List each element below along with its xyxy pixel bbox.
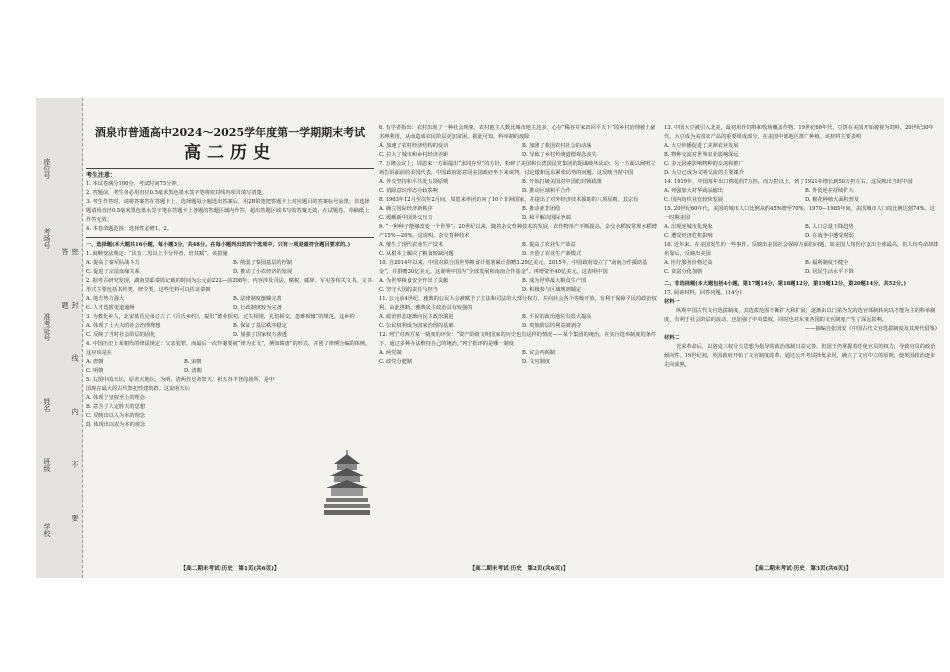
question-text: 14. 1919年，中国每年出口棉花约7万担，而万担以上，到了1921年增长到50万担左右。这反映出当时中国 (664, 179, 913, 185)
binding-label: 考场号 (43, 228, 51, 249)
question-17: 17. 阅读材料，回答问题。(14分) (664, 290, 742, 296)
material-heading: 材料二 (664, 335, 680, 341)
question-text: 2. 据考古研究发现，湖南里耶秦简记载的时间为公元前222—前208年，内容涉及司法、赋税、邮驿、军屯等相关文书。文书形式主要包括书传类、律令类。这些史料可以佐证秦朝 (86, 278, 372, 293)
question-text: 7. 万隆会议上，周恩来一方面提出“求同存异”的方针，粉碎了美国和台湾国民党集团的阴谋破坏活动；另一方面以阐明立场告诉面前的美国代表，中国政府愿意同美国政府坐下来谈判，讨论缓和远东紧张局势的问题。这反映当时中国 (379, 161, 656, 176)
exam-sheet (36, 98, 944, 578)
option: B. 加剧了我国农村社会的动荡 (522, 143, 592, 149)
option: D. 开创了农业生产新模式 (522, 251, 582, 257)
option: B. 议会内阁制 (522, 350, 556, 356)
material-text: 纵观中国古代文官选拔制度，其选拔范围不断扩大和扩展，逐渐由以门第为先的选官体制转向以才能为主的科举制度，有利于社会阶层的流动，也加强了中央集权，同时也对东亚各国的文官制度产生了深远影响。 (664, 308, 936, 323)
question-text: 15. 20世纪60年代，美国的城市人口比例从约45%增至70%，1970—1985年间，美国城市人口的比例达到74%。这一时期美国 (664, 206, 935, 221)
section-heading: 二、非选择题(本大题包括4小题，第17题14分，第18题12分，第19题12分，第20题14分，共52分。) (664, 281, 907, 287)
option: A. 确立国际经济新秩序 (379, 206, 433, 212)
notice-box (86, 168, 374, 238)
binding-label: 准考证号 (43, 313, 51, 341)
question (86, 313, 374, 340)
option: B. 法律制度渐臻完善 (233, 296, 282, 302)
notice-heading: 考生注意： (86, 172, 117, 179)
option: C. 缓解新中国外交压力 (379, 215, 433, 221)
material-text: 光荣革命后，以洛克三权分立思想为指导的政治体制日益完善。但国王仍掌握着任免官员的权力，导致官员的政治倾向性，19世纪初，英国政府开始了文官制度改革，通过公开考试择优录用，确立了文官中立的原则，使英国政治逐步走向成熟。 (664, 344, 936, 368)
option: C. 坚守大国的责任与担当 (379, 287, 438, 293)
page-footer: 【高二期末考试·历史 第2页(共6页)】 (469, 566, 569, 572)
question (664, 241, 940, 277)
binding-label: 班级 (43, 458, 51, 472)
option: B. 保证了基层秩序稳定 (233, 323, 287, 329)
option: A. 地方势力强大 (86, 296, 125, 302)
option: D. 导致了乡村传统道德观念丧失 (522, 152, 597, 158)
option: C. 拉大了城市和乡村经济差距 (379, 152, 449, 158)
option: A. 大豆传播促进了美洲农业发展 (664, 143, 739, 149)
question (379, 196, 659, 223)
option: C. 人才选拔渠道通畅 (86, 305, 135, 311)
option: C. 反映出以人为本的理念 (86, 413, 145, 419)
question-text: 12. 列宁对西方某一制度的评价：“资产阶级文明国家的历史也有这样的情况——某个集团的统治，在实行选举制度的条件下，通过多种办法维持自己的统治。”列宁批评的是哪一制度 (379, 332, 657, 347)
option: B. 削弱了秦国基层的控制 (233, 260, 292, 266)
question-text: 4. 中国历史上某朝代的律法规定：父亲犯罪，而最后一次作案要被“律为正文”，例如隋唐“的形式，并创了律例合编的体例。这应该是在 (86, 341, 371, 356)
option: D. 行政制度较为完备 (233, 305, 282, 311)
question-text: 13. 中国大豆被引入北美，最初用作饲料和牧场覆盖作物。19世纪60年代，豆饼在美国开始被视为饲料。20世纪30年代，大豆成为美国农产品的重要组成部分，在美国中部地区推广种植。该材料主要表明 (664, 125, 934, 140)
option: A. 体现了皇权至上的理念 (86, 395, 145, 401)
option: B. 平民的政治地位有很大提高 (522, 314, 592, 320)
option: B. 推动亚非团结 (522, 206, 561, 212)
question-text: 8. 1963年12月至次年2月间，周恩来率团访问了10个非洲国家，并提出了对外经济技术援助的八项原则。其宗旨 (379, 197, 639, 203)
option: A. 医疗服务价格过高 (664, 260, 713, 266)
option: B. 意含了人定胜天的思想 (86, 404, 145, 410)
option: D. 积极参与区域规则制定 (522, 287, 582, 293)
question-text: 3. 为教化乡人，北宋蓝氏兄弟订立了《吕氏乡约》，提出“德业相劝，过失相规，礼俗相交，患难相恤”的规范。这乡约 (86, 314, 355, 320)
binding-label: 姓名 (43, 398, 51, 412)
question (379, 124, 659, 160)
option: B. 开始打破美国对中国的封锁政策 (522, 179, 602, 185)
option: C. 反映了当时社会阶层的固化 (86, 332, 156, 338)
page-footer: 【高二期末考试·历史 第3页(共6页)】 (752, 566, 852, 572)
option: A. 体现了士大夫的社会治理理想 (86, 323, 161, 329)
notice-item: 2. 答题前，考生务必用直径0.5毫米黑色墨水签字笔将密封线内项目填写清楚。 (86, 190, 267, 196)
page-1 (86, 98, 374, 578)
option: A. 加速了农村经济结构的变动 (379, 143, 449, 149)
notice-item: 3. 考生作答时，请将答案答在答题卡上。选择题每小题选出答案后，用2B铅笔把答题卡上对应题目的答案标号涂黑；非选择题请用直径0.5毫米黑色墨水签字笔在答题卡上各题的答题区域内作答，超出答题区域书写的答案无效，在试题卷、草稿纸上作答无效。 (86, 199, 370, 223)
option: B. 外贸逆差持续扩大 (805, 188, 854, 194)
exam-subject: 高二历史 (184, 143, 276, 163)
option: A. 提高了秦军队战斗力 (86, 260, 140, 266)
option: A. 列强加大对华商品输出 (664, 188, 723, 194)
option: C. 从根本上解决了粮食短缺问题 (379, 251, 454, 257)
material-source: ——摘编自张国安《中国古代文官选拔制度及其现代借鉴》 (805, 326, 940, 332)
section-heading: 一、选择题(本大题共16小题，每小题3分，共48分。在每小题列出的四个选项中，只有一项是最符合题目要求的。) (86, 242, 351, 248)
question (86, 250, 374, 277)
question (379, 259, 659, 295)
temple-of-heaven-illustration (324, 448, 370, 516)
option: C. 促进了宗法血缘关系 (86, 269, 140, 275)
option: D. 居民生活水平下降 (805, 269, 854, 275)
page-2 (379, 98, 659, 578)
option: D. 推动了小农经济的发展 (233, 269, 293, 275)
notice-item: 1. 本试卷满分100分，考试时间75分钟。 (86, 181, 182, 187)
question-text: 5. 右图中的天坛，原名天地坛，为明、清两代皇帝祭天、祈五谷丰登的场所，是中国现存最大的古代祭祀性建筑群。这说明天坛 (86, 377, 275, 392)
question (379, 223, 659, 259)
option: C. 国内纺织业有较快发展 (664, 197, 723, 203)
option: D. 棉花种植大面积普及 (805, 197, 859, 203)
question-text: 6. 有学者指出：农村出现了一种社会现象，农村地主人数比城市地主还多，心存“稀谷并家田回平天下”的乡村治理被土豪劣绅利用，从而造成农民阶层更加贫困。据此可知，科举制的废除 (379, 125, 656, 140)
option: D. 文官制度 (522, 359, 551, 365)
option: A. 两党制 (379, 350, 402, 356)
question-text: 16. 近年来，在美国发生的一些事件，反映出美国社会保障方面的问题，如美国人均医疗支出全球最高，但人均寿命却排名靠后，反映出美国 (664, 242, 939, 257)
question (664, 205, 940, 241)
question (379, 160, 659, 196)
option: A. 催生了现代农业生产技术 (379, 242, 444, 248)
option: C. 多元因素影响物种的交流和推广 (664, 161, 744, 167)
option: C. 政党分肥制 (379, 359, 413, 365)
option: D. 大豆已成为文明交流的主要媒介 (664, 170, 744, 176)
question (86, 376, 278, 430)
question-text: 9. “一种种子能够改变一个世界”。20世纪以来，随着杂交育种技术的发展，农作物单产不断提高，杂交水稻较常规水稻增产15%—20%。这说明，杂交育种技术 (379, 224, 657, 239)
binding-label: 座位号 (43, 158, 51, 179)
material-heading: 材料一 (664, 299, 680, 305)
option: C. 遭受经济危机影响 (664, 233, 713, 239)
option: B. 提高了农业生产效益 (522, 242, 576, 248)
question (379, 295, 659, 331)
option: D. 和平解决国际争端 (522, 215, 571, 221)
binding-label: 学校 (43, 523, 51, 537)
question-text: 11. 公元前4世纪，雅典的公民大会被赋予了立法和司法的大部分权力，并向社会各个等级开放，有利于保障平民的政治权利。由此推断，雅典民主政治具有较强的 (379, 296, 657, 311)
option: D. 体现出以农为本的观念 (86, 422, 146, 428)
seal-line-text: 密 封 线 内 不 要 答 题 (61, 248, 79, 544)
page-footer: 【高二期末考试·历史 第1页(共6页)】 (180, 566, 280, 572)
option: B. 成为世界最大粮食生产国 (522, 278, 587, 284)
page-3 (664, 98, 940, 578)
option: A. 外交坚持和平共处五项原则 (379, 179, 449, 185)
option: D. 加强了国家权力渗透 (233, 332, 287, 338)
option: A. 出现逆城市化现象 (664, 224, 713, 230)
option: C. 贫富分化加剧 (664, 269, 703, 275)
option: B. 福利制度不健全 (805, 260, 849, 266)
question-text: 1. 商鞅变法规定：“民有二男以上不分异者，倍其赋”。该措施 (86, 251, 228, 257)
question (379, 331, 659, 367)
option: D. 贵族阶层的利益被剥夺 (522, 323, 582, 329)
option: D. 清朝 (184, 368, 202, 374)
option: B. 物种交流对世界农业影响深远 (664, 152, 739, 158)
option: C. 明朝 (86, 368, 104, 374)
option: A. 唐朝 (86, 359, 104, 365)
question (664, 178, 940, 205)
notice-item: 4. 本卷命题范围：选择性必修1、2。 (86, 226, 172, 232)
option: D. 在战争中遭受削弱 (805, 233, 854, 239)
option: A. 政治形态逐渐向民主政治演进 (379, 314, 454, 320)
option: B. 人口总量下降趋势 (805, 224, 854, 230)
question (664, 124, 940, 178)
option: D. 推动区域和平合作 (522, 188, 571, 194)
question-text: 10. 自2014年以来，中国对联合国世界粮食计划署累计捐赠3.29亿美元。2015年，中国政府设立了“南南合作援助基金”，并捐赠30亿美元。这说明中国为“全球发展和南南合作基金”，再增资至40亿美元。这表明中国 (379, 260, 648, 275)
option: A. 为世界粮食安全作出了贡献 (379, 278, 449, 284)
option: B. 宋朝 (184, 359, 202, 365)
question (86, 277, 374, 313)
binding-strip (36, 98, 83, 578)
option: C. 公民权利成为国家治理的基础 (379, 323, 454, 329)
option: C. 消除意识形态分歧影响 (379, 188, 438, 194)
exam-title: 酒泉市普通高中2024～2025学年度第一学期期末考试 (94, 126, 366, 139)
question (86, 340, 374, 376)
